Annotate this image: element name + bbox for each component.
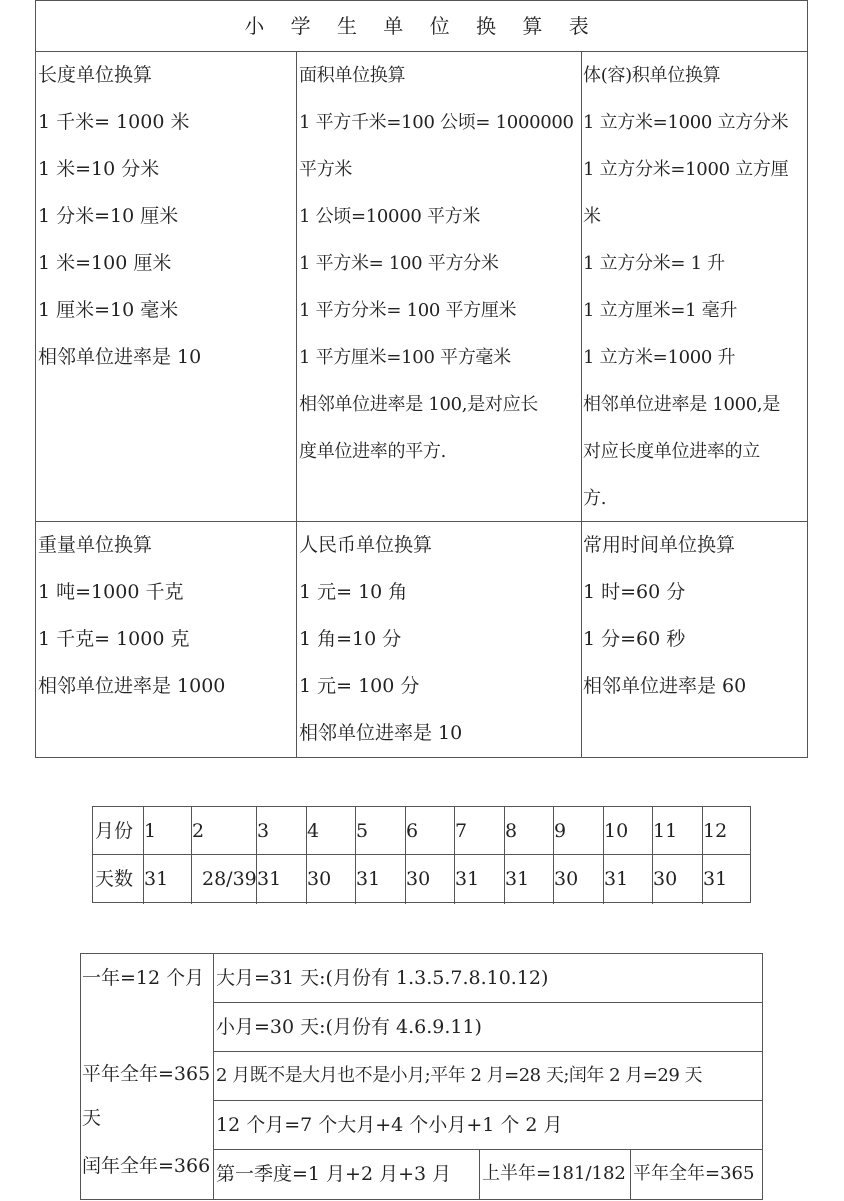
common-year-total-text: 平年全年=365 [633,1163,755,1184]
cell-line: 1 千米= 1000 米 [38,111,190,133]
cell-line: 1 吨=1000 千克 [38,581,184,603]
cell-line: 方. [583,488,607,509]
days-cell: 28/39 [191,855,257,904]
column-divider [581,51,582,757]
days-cell: 30 [405,855,430,904]
cell-line: 1 厘米=10 毫米 [38,299,179,321]
days-label: 天数 [95,868,134,890]
cell-line: 1 分=60 秒 [583,628,686,650]
small-month-text: 小月=30 天:(月份有 4.6.9.11) [216,1016,482,1038]
cell-line: 1 立方分米=1000 立方厘 [583,159,789,180]
column-divider [630,1149,631,1199]
days-cell: 31 [454,855,479,904]
month-days-table [92,806,751,904]
cell-line: 相邻单位进率是 1000 [38,675,226,697]
common-year-text-cont: 天 [82,1107,102,1129]
month-cell: 2 [191,807,204,856]
month-cell: 1 [143,807,156,856]
days-cell: 31 [355,855,380,904]
cell-line: 相邻单位进率是 10 [38,346,202,368]
cell-line: 1 千克= 1000 克 [38,628,190,650]
month-cell: 12 [702,807,727,856]
cell-line: 1 平方分米= 100 平方厘米 [299,300,517,321]
month-cell: 3 [256,807,269,856]
cell-heading: 面积单位换算 [299,65,406,86]
year-facts-table [80,953,763,1200]
cell-line: 1 立方厘米=1 毫升 [583,300,738,321]
column-divider [213,954,214,1199]
month-cell: 4 [306,807,319,856]
weight-cell [38,522,225,710]
cell-heading: 体(容)积单位换算 [583,65,721,86]
cell-line: 相邻单位进率是 10 [299,722,463,744]
first-half-text: 上半年=181/182 [482,1163,626,1184]
currency-cell [299,522,462,757]
days-cell: 30 [553,855,578,904]
cell-line: 1 立方米=1000 升 [583,347,736,368]
leap-year-text: 闰年全年=366 [82,1155,211,1177]
cell-line: 1 平方厘米=100 平方毫米 [299,347,511,368]
february-text: 2 月既不是大月也不是小月;平年 2 月=28 天;闰年 2 月=29 天 [216,1065,703,1086]
month-label: 月份 [95,820,134,842]
big-month-text: 大月=31 天:(月份有 1.3.5.7.8.10.12) [216,967,549,989]
cell-line: 1 米=10 分米 [38,158,160,180]
month-cell: 6 [405,807,418,856]
month-row [92,806,751,855]
length-cell [38,52,201,381]
cell-line: 1 平方千米=100 公顷= 1000000 [299,112,574,133]
month-cell: 9 [553,807,566,856]
month-cell: 11 [652,807,677,856]
cell-heading: 重量单位换算 [38,534,153,556]
cell-line: 1 时=60 分 [583,581,686,603]
month-cell: 8 [504,807,517,856]
cell-line: 1 立方分米= 1 升 [583,253,725,274]
first-quarter-text: 第一季度=1 月+2 月+3 月 [216,1163,452,1185]
table-title: 小 学 生 单 位 换 算 表 [36,1,807,52]
cell-line: 对应长度单位进率的立 [583,441,760,462]
cell-line: 度单位进率的平方. [299,441,447,462]
cell-line: 相邻单位进率是 100,是对应长 [299,394,538,415]
cell-line: 平方米 [299,159,353,180]
cell-heading: 长度单位换算 [38,64,153,86]
days-cell: 31 [256,855,281,904]
common-year-text: 平年全年=365 [82,1063,211,1085]
cell-heading: 常用时间单位换算 [583,534,736,556]
cell-line: 1 立方米=1000 立方分米 [583,112,789,133]
month-cell: 10 [603,807,628,856]
area-cell [299,52,574,475]
days-cell: 30 [306,855,331,904]
cell-line: 米 [583,206,601,227]
cell-line: 相邻单位进率是 60 [583,675,747,697]
conversion-table [35,0,808,758]
cell-line: 1 分米=10 厘米 [38,205,179,227]
cell-line: 1 元= 100 分 [299,675,420,697]
days-cell: 31 [143,855,168,904]
cell-line: 1 米=100 厘米 [38,252,172,274]
year-months-text: 一年=12 个月 [82,967,205,989]
column-divider [296,51,297,757]
column-divider [479,1149,480,1199]
days-cell: 31 [504,855,529,904]
cell-line: 1 公顷=10000 平方米 [299,206,481,227]
days-row [92,854,751,903]
month-cell: 7 [454,807,467,856]
cell-line: 1 元= 10 角 [299,581,408,603]
months-composition-text: 12 个月=7 个大月+4 个小月+1 个 2 月 [216,1114,563,1136]
cell-line: 1 角=10 分 [299,628,402,650]
month-cell: 5 [355,807,368,856]
days-cell: 30 [652,855,677,904]
cell-line: 相邻单位进率是 1000,是 [583,394,781,415]
volume-cell [583,52,788,522]
cell-line: 1 平方米= 100 平方分米 [299,253,499,274]
days-cell: 31 [603,855,628,904]
time-cell [583,522,746,710]
cell-heading: 人民币单位换算 [299,534,433,556]
days-cell: 31 [702,855,727,904]
